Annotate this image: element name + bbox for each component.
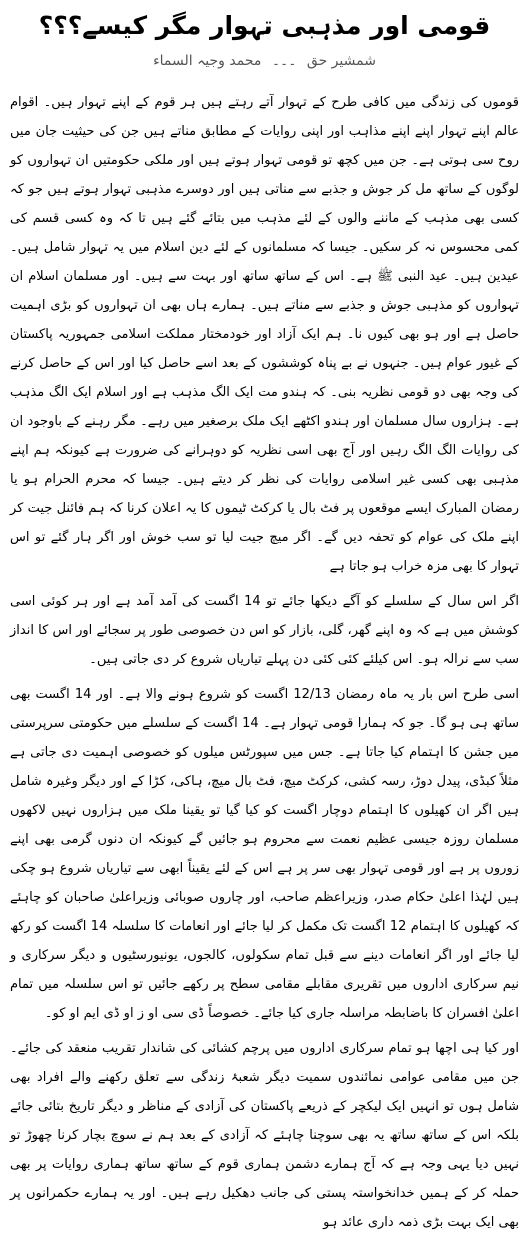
article-paragraph: اور کیا ہی اچھا ہو تمام سرکاری اداروں میں پرچم کشائی کی شاندار تقریب منعقد کی جائے۔ جن میں مقامی عوامی نمائندوں سمیت دیگر شعبۂ زندگی سے تعلق رکھنے والے افراد بھی شامل ہوں تو انہیں ایک لیکچر کے ذریعے پاکستان کی آزادی کے مناظر و دیگر تاریخ بتائی جائے بلکہ اس کے ساتھ ساتھ یہ بھی سوچنا چاہئے کہ آزادی کے بعد ہم نے سوچ بچار کرنا چھوڑ تو نہیں دیا یہی وجہ ہے کہ آج ہمارے دشمن ہماری قوم کے ساتھ ساتھ ہماری روایات پر بھی حملہ کر کے ہمیں خدانخواستہ پستی کی جانب دھکیل رہے ہیں۔ اور یہ ہمارے حکمرانوں پر بھی ایک بہت بڑی ذمہ داری عائد ہو [10,1041,519,1230]
coauthor-name: محمد وجیہ السماء [153,53,262,69]
article-paragraph: اگر اس سال کے سلسلے کو آگے دیکھا جائے تو 14 اگست کی آمد آمد ہے اور ہر کوئی اسی کوشش میں ہے کہ وہ اپنے گھر، گلی، بازار کو اس دن خصوصی طور پر سجائے اور اس کا انداز سب سے نرالہ ہو۔ اس کیلئے کئی کئی دن پہلے تیاریاں شروع کر دی جاتی ہیں۔ [10,594,519,667]
article-byline [10,48,519,84]
article-title: قومی اور مذہبی تہوار مگر کیسے؟؟؟ [38,11,491,40]
article-body [10,88,519,1243]
author-name: شمشیر حق [306,53,376,69]
article-paragraph: اسی طرح اس بار یہ ماہ رمضان 12/13 اگست کو شروع ہونے والا ہے۔ اور 14 اگست بھی ساتھ ہی ہو گا۔ جو کہ ہمارا قومی تہوار ہے۔ 14 اگست کے سلسلے میں حکومتی سرپرستی میں جشن کا اہتمام کیا جاتا ہے۔ جس میں سپورٹس میلوں کو خصوصی اہمیت دی جاتی ہے مثلاً کبڈی، پیدل دوڑ، رسہ کشی، کرکٹ میچ، فٹ بال میچ، ہاکی، کڑا کے اور دیگر وغیرہ شامل ہیں اگر ان کھیلوں کا اہتمام دوچار اگست کو کیا گیا تو یقینا ملک میں ہزاروں نہیں لاکھوں مسلمان روزہ جیسی عظیم نعمت سے محروم ہو جائیں گے کیونکہ ان دنوں گرمی بھی اپنے زوروں پر ہے اور قومی تہوار بھی سر پر ہے اس کے لئے یقیناً ابھی سے تیاریاں شروع ہو چکی ہیں لہٰذا اعلیٰ حکام صدر، وزیراعظم صاحب، اور چاروں صوبائی وزیراعلیٰ صاحبان کو چاہئے کہ کھیلوں کا اہتمام 12 اگست تک مکمل کر لیا جائے اور انعامات کا سلسلہ 14 اگست کو رکھ لیا جائے اور اگر انعامات دینے سے قبل تمام سکولوں، کالجوں، یونیورسٹیوں و دیگر سرکاری و نیم سرکاری اداروں میں تقریری مقابلے مقامی سطح پر رکھے جائیں تو اس سلسلہ میں تمام اعلیٰ افسران کا باضابطہ مراسلہ جاری کیا جائے۔ خصوصاً ڈی سی او ز او ڈی ایم او کو۔ [10,687,520,1021]
byline-separator: ۔۔۔ [271,53,297,69]
article-paragraph: قوموں کی زندگی میں کافی طرح کے تہوار آتے رہتے ہیں ہر قوم کے اپنے تہوار ہیں۔ اقوام عالم اپنے تہوار اپنے اپنے مذاہب اور اپنی روایات کے مطابق مناتے ہیں جن کی حیثیت جان میں روح سی ہوتی ہے۔ جن میں کچھ تو قومی تہوار ہوتے ہیں اور ملکی حکومتیں ان تہواروں کو لوگوں کے ساتھ مل کر جوش و جذبے سے مناتی ہیں اور دوسرے مذہبی تہوار ہوتے ہیں جو کہ کسی بھی مذہب کے ماننے والوں کے لئے مذہب میں بتائے گئے ہیں تا کہ وہ کسی قسم کی کمی محسوس نہ کر سکیں۔ جیسا کہ مسلمانوں کے لئے دین اسلام میں یہ تہوار شامل ہیں۔ عیدین ہیں۔ عید النبی ﷺ ہے۔ اس کے ساتھ ساتھ اور بہت سے ہیں۔ اور مسلمان اسلام ان تہواروں کو مذہبی جوش و جذبے سے مناتے ہیں۔ ہمارے ہاں بھی ان تہواروں کو بڑی اہمیت حاصل ہے اور ہو بھی کیوں نا۔ ہم ایک آزاد اور خودمختار مملکت اسلامی جمہوریہ پاکستان کے غیور عوام ہیں۔ جنہوں نے بے پناہ کوششوں کے بعد اسے حاصل کیا اور اس کے حاصل کرنے کی وجہ بھی دو قومی نظریہ بنی۔ کہ ہندو مت ایک الگ مذہب ہے اور اسلام ایک الگ مذہب ہے۔ ہزاروں سال مسلمان اور ہندو اکٹھے ایک ملک برصغیر میں رہے۔ مگر رہنے کے باوجود ان کی روایات الگ الگ رہیں اور آج بھی اسی نظریہ کو دوہرانے کی ضرورت ہے کیونکہ ہم اپنے مذہبی بھی کسی غیر اسلامی روایات کی نظر کر دیتے ہیں۔ جیسا کہ محرم الحرام ہو یا رمضان المبارک ایسے موقعوں پر فٹ بال یا کرکٹ ٹیموں کا یہ اعلان کرنا کہ ہم فائنل جیت کر اپنے ملک کی عوام کو تحفہ دیں گے۔ اگر میچ جیت لیا تو سب خوش اور اگر ہار گئے تو اس تہوار کا بھی مزہ خراب ہو جاتا ہے [10,95,519,574]
